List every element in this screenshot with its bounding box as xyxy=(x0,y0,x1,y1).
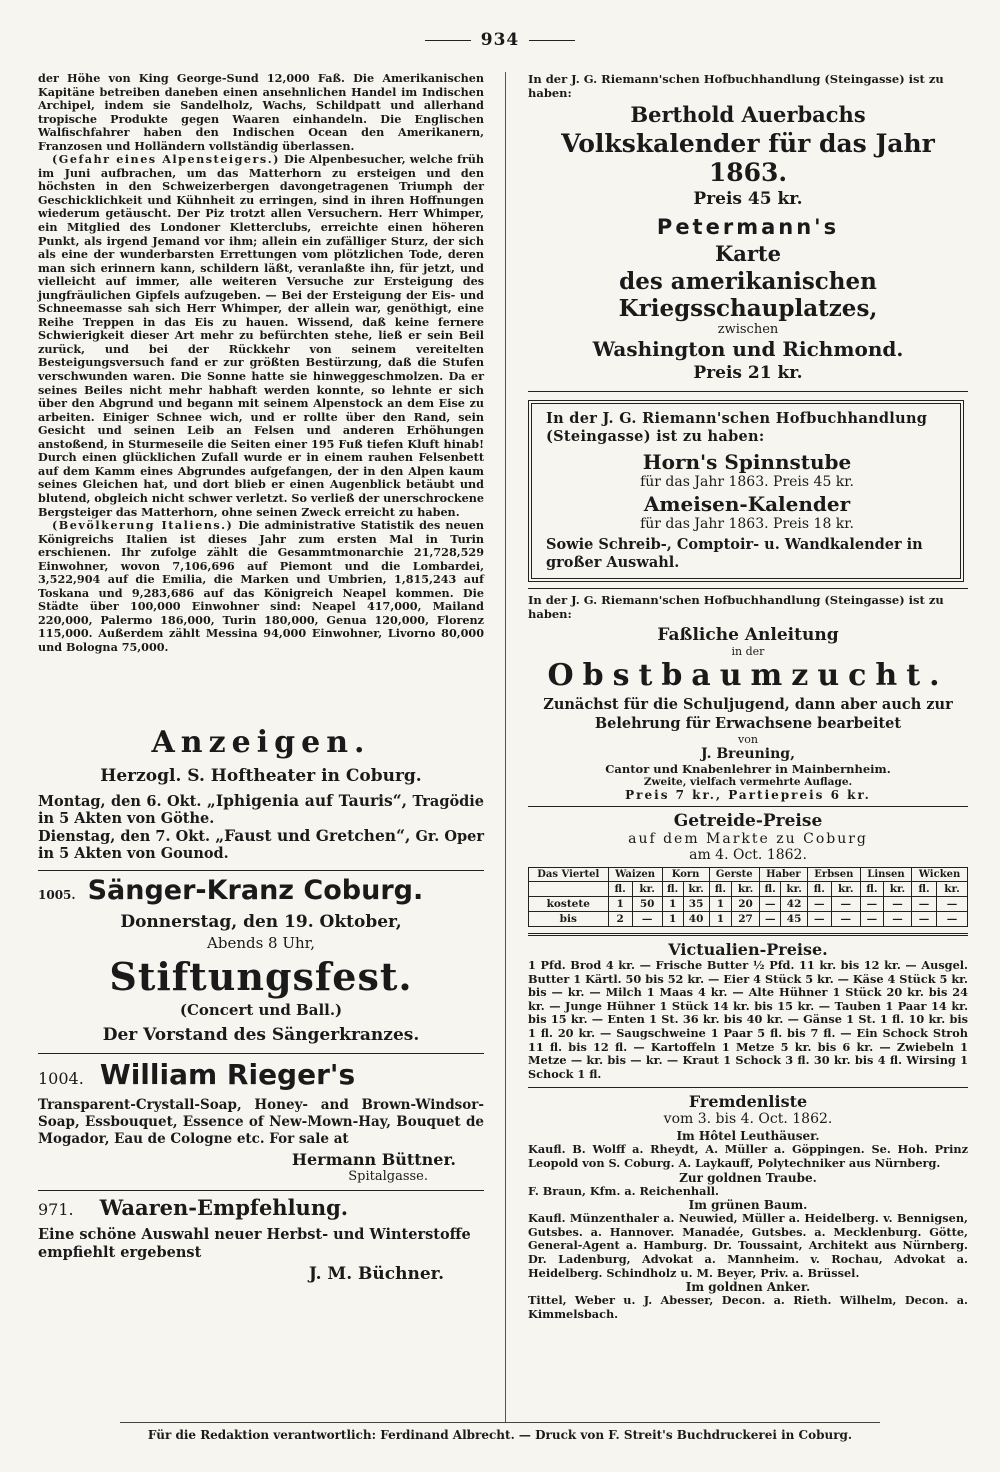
ad-title: Horn's Spinnstube xyxy=(642,450,852,474)
left-column xyxy=(38,72,484,1284)
table-unit: kr. xyxy=(781,882,807,897)
section-title: Getreide-Preise xyxy=(673,811,823,831)
victual-text: 1 Pfd. Brod 4 kr. — Frische Butter ½ Pfd. 11 kr. bis 12 kr. — Ausgel. Butter 1 Kärtl. 50 bis 52 kr. — Eier 4 Stück 5 kr. — Käse 4 Stück 5 kr. bis — kr. — Milch 1 Maas 4 kr. — Alte Hühner 1 Stück 20 kr. bis 24 kr. — Junge Hühner 1 Stück 14 kr. bis 15 kr. — Tauben 1 Paar 14 kr. bis 15 kr. — Enten 1 St. 36 kr. bis 40 kr. — Gänse 1 St. 1 fl. 10 kr. bis 1 fl. 20 kr. — Saugschweine 1 Paar 5 fl. bis 7 fl. — Ein Schock Stroh 11 fl. bis 12 fl. — Kartoffeln 1 Metze 5 kr. bis 6 kr. — Zwiebeln 1 Metze — kr. bis — kr. — Kraut 1 Schock 3 fl. 30 kr. bis 4 fl. Wirsing 1 Schock 1 fl. xyxy=(528,958,968,1081)
table-cell: kostete xyxy=(529,897,609,912)
table-cell: 1 xyxy=(709,897,732,912)
article-paragraph: der Höhe von King George-Sund 12,000 Faß. Die Amerikanischen Kapitäne betreiben daneben einen ansehnlichen Handel im Indischen Archipel, indem sie Sandelholz, Wachs, Schildpatt und allerhand tropische Produkte gegen Waaren einhandeln. Die Englischen Walfischfahrer haben den Indischen Ocean den Amerikanern, Franzosen und Holländern vollständig überlassen. xyxy=(38,71,484,153)
table-cell: 2 xyxy=(608,912,632,927)
table-cell: 27 xyxy=(732,912,760,927)
ad-intro: In der J. G. Riemann'schen Hofbuchhandlung (Steingasse) ist zu haben: xyxy=(528,72,944,100)
table-unit: fl. xyxy=(662,882,683,897)
section-subtitle: auf dem Markte zu Coburg xyxy=(628,831,868,847)
table-cell: 50 xyxy=(632,897,662,912)
grain-table xyxy=(528,867,968,927)
ad-title: Waaren-Empfehlung. xyxy=(99,1194,349,1220)
ad-number: 1004. xyxy=(38,1068,84,1088)
table-cell: — xyxy=(860,897,883,912)
table-unit: fl. xyxy=(807,882,831,897)
article-heading: (Gefahr eines Alpensteigers.) xyxy=(52,152,280,167)
hotel-name: Im goldnen Anker. xyxy=(685,1280,811,1295)
table-header: Waizen xyxy=(608,868,662,882)
victual-prices xyxy=(528,940,968,1081)
table-unit: kr. xyxy=(883,882,911,897)
ad-address: Spitalgasse. xyxy=(348,1168,428,1184)
ad-intro: In der J. G. Riemann'schen Hofbuchhandlung (Steingasse) ist zu haben: xyxy=(528,593,944,621)
news-articles xyxy=(38,72,484,655)
ad-title: Ameisen-Kalender xyxy=(643,492,851,516)
page-number: 934 xyxy=(0,30,1000,50)
ad-signature: J. M. Büchner. xyxy=(308,1263,444,1284)
ad-number: 1005. xyxy=(38,887,76,902)
section-date: vom 3. bis 4. Oct. 1862. xyxy=(663,1111,833,1128)
table-header: Erbsen xyxy=(807,868,860,882)
theater-title: Herzogl. S. Hoftheater in Coburg. xyxy=(100,765,422,786)
table-cell: 1 xyxy=(608,897,632,912)
ad-date: Donnerstag, den 19. Oktober, xyxy=(120,911,402,932)
table-header: Wicken xyxy=(912,868,968,882)
table-cell: — xyxy=(831,912,860,927)
hotel-guests: Tittel, Weber u. J. Abesser, Decon. a. Rieth. Wilhelm, Decon. a. Kimmelsbach. xyxy=(528,1293,968,1321)
ad-event: Stiftungsfest. xyxy=(109,953,413,999)
ad-petermann xyxy=(528,215,968,383)
table-header: Das Viertel xyxy=(529,868,609,882)
table-unit: fl. xyxy=(860,882,883,897)
table-cell: — xyxy=(937,912,968,927)
table-cell: 1 xyxy=(662,897,683,912)
ad-title: des amerikanischen Kriegsschauplatzes, xyxy=(618,268,878,322)
ad-info: für das Jahr 1863. Preis 18 kr. xyxy=(640,516,854,532)
ad-time: Abends 8 Uhr, xyxy=(207,933,315,952)
hotel-guests: Kaufl. Münzenthaler a. Neuwied, Müller a. Heidelberg. v. Bennigsen, Gutsbes. a. Hannover. Manadée, Gutsbes. a. Mecklenburg. Götte, General-Agent a. Hamburg. Dr. Toussaint, Architekt aus Nürnberg. Dr. Ladenburg, Advokat a. Mannheim. v. Rochau, Advokat a. Heidelberg. Schindholz u. M. Beyer, Priv. a. Brüssel. xyxy=(528,1211,968,1280)
table-unit: kr. xyxy=(683,882,709,897)
guest-list xyxy=(528,1092,968,1321)
column-divider xyxy=(505,72,506,1422)
hotel-guests: Kaufl. B. Wolff a. Rheydt, A. Müller a. Göppingen. Se. Hoh. Prinz Leopold von S. Coburg. A. Laykauff, Polytechniker aus Nürnberg. xyxy=(528,1142,968,1170)
ad-title: Sänger-Kranz Coburg. xyxy=(87,874,424,906)
table-cell: — xyxy=(883,897,911,912)
ad-signature: Hermann Büttner. xyxy=(291,1149,456,1169)
table-cell: — xyxy=(883,912,911,927)
table-unit: kr. xyxy=(632,882,662,897)
footer-rule xyxy=(120,1422,880,1423)
hotel-name: Im Hôtel Leuthäuser. xyxy=(676,1129,820,1144)
ad-line: in der xyxy=(731,645,765,658)
ad-number: 971. xyxy=(38,1199,74,1219)
hotel-guests: F. Braun, Kfm. a. Reichenhall. xyxy=(528,1183,719,1198)
ad-title: Obstbaumzucht. xyxy=(547,658,949,693)
table-cell: — xyxy=(759,897,780,912)
ad-box-kalender xyxy=(528,400,964,582)
table-unit: fl. xyxy=(912,882,937,897)
table-cell: — xyxy=(807,912,831,927)
table-cell: — xyxy=(912,897,937,912)
section-title: Fremdenliste xyxy=(688,1092,808,1112)
ad-line: Faßliche Anleitung xyxy=(657,625,839,645)
table-cell: — xyxy=(937,897,968,912)
ad-waaren xyxy=(38,1195,484,1284)
table-unit: fl. xyxy=(709,882,732,897)
ad-text: Eine schöne Auswahl neuer Herbst- und Winterstoffe empfiehlt ergebenst xyxy=(38,1225,471,1261)
table-cell: — xyxy=(632,912,662,927)
table-header: Linsen xyxy=(860,868,911,882)
ad-author: Petermann's xyxy=(656,215,840,239)
article-heading: (Bevölkerung Italiens.) xyxy=(52,518,234,533)
ad-role: Cantor und Knabenlehrer in Mainbernheim. xyxy=(605,762,891,776)
table-cell: — xyxy=(860,912,883,927)
ad-intro: In der J. G. Riemann'schen Hofbuchhandlung (Steingasse) ist zu haben: xyxy=(546,410,928,445)
table-header: Korn xyxy=(662,868,709,882)
ad-subtitle: Zunächst für die Schuljugend, dann aber auch zur Belehrung für Erwachsene bearbeitet xyxy=(543,696,953,732)
ad-price: Preis 7 kr., Partiepreis 6 kr. xyxy=(625,788,871,802)
table-unit: fl. xyxy=(759,882,780,897)
theater-entry: Montag, den 6. Okt. „Iphigenia auf Tauris“, Tragödie in 5 Akten von Göthe. xyxy=(38,790,484,827)
table-cell: bis xyxy=(529,912,609,927)
table-unit: kr. xyxy=(937,882,968,897)
section-date: am 4. Oct. 1862. xyxy=(689,847,807,863)
table-header: Gerste xyxy=(709,868,759,882)
table-cell: — xyxy=(912,912,937,927)
table-cell: — xyxy=(831,897,860,912)
table-cell: 42 xyxy=(781,897,807,912)
ad-auerbach xyxy=(528,72,968,209)
ad-places: Washington und Richmond. xyxy=(592,337,904,361)
ad-price: Preis 21 kr. xyxy=(693,363,803,383)
table-row xyxy=(529,897,968,912)
right-column xyxy=(528,72,968,1321)
table-cell: — xyxy=(807,897,831,912)
hotel-name: Zur goldnen Traube. xyxy=(679,1170,817,1185)
ad-obstbaum xyxy=(528,593,968,802)
ad-author: J. Breuning, xyxy=(701,746,795,762)
article-paragraph: (Gefahr eines Alpensteigers.) Die Alpenbesucher, welche früh im Juni aufbrachen, um das Matterhorn zu ersteigen und den höchsten in den Schweizerbergen davongetragenen Triumph der Geschicklichkeit und Kühnheit zu erringen, sind in ihren Hoffnungen wiederum getäuscht. Der Piz trotzt allen Versuchern. Herr Whimper, ein Mitglied des Londoner Kletterclubs, erreichte einen höheren Punkt, als irgend Jemand vor ihm; allein ein zufälliger Sturz, der sich als eine der wunderbarsten Errettungen vom plötzlichen Tode, deren man sich erinnern kann, schildern läßt, veranlaßte ihn, für jetzt, und vielleicht auf immer, alle weiteren Versuche zur Ersteigung des jungfräulichen Gipfels aufzugeben. — Bei der Ersteigung der Eis- und Schneemasse sah sich Herr Whimper, der allein war, genöthigt, eine Reihe Treppen in das Eis zu hauen. Wissend, daß keine fernere Schwierigkeit dieser Art mehr zu befürchten stehe, ließ er sein Beil zurück, und bei der Rückkehr von seinem vereitelten Besteigungsversuch fand er zur größten Bestürzung, daß die Stufen verschwunden waren. Die Sonne hatte sie hinweggeschmolzen. Da er seines Beiles nicht mehr habhaft werden konnte, so lehnte er sich über den Abgrund und begann mit seinem Alpenstock an dem Eise zu arbeiten. Einiger Schnee wich, und er rollte über den Rand, sein Gesicht und seinen Leib an Felsen und anderen Erhöhungen anstoßend, in Sturmeseile die Seiten einer 195 Fuß tiefen Kluft hinab! Durch einen glücklichen Zufall wurde er in einem rauhen Felsenbett auf dem Kamm eines Abgrundes aufgefangen, der in den Alpen kaum seines Gleichen hat, und dort blieb er einen Augenblick betäubt und blutend, obgleich nicht schwer verletzt. So verließ der unerschrockene Bergsteiger das Matterhorn, ohne seinen Zweck erreicht zu haben. xyxy=(38,152,484,519)
table-cell: 40 xyxy=(683,912,709,927)
article-paragraph: (Bevölkerung Italiens.) Die administrative Statistik des neuen Königreichs Italien ist dieses Jahr zum ersten Mal in Turin erschienen. Ihr zufolge zählt die Gesammtmonarchie 21,728,529 Einwohner, wovon 7,106,696 auf Piemont und die Lombardei, 3,522,904 auf die Emilia, die Marken und Umbrien, 1,815,243 auf Toskana und 9,283,686 auf das Königreich Neapel kommen. Die Städte über 100,000 Einwohner sind: Neapel 417,000, Mailand 220,000, Palermo 186,000, Turin 180,000, Genua 120,000, Florenz 115,000. Außerdem zählt Messina 94,000 Einwohner, Livorno 80,000 und Bologna 75,000. xyxy=(38,518,484,654)
ad-price: Preis 45 kr. xyxy=(693,189,803,209)
ad-karte: Karte xyxy=(715,241,781,266)
table-unit: fl. xyxy=(608,882,632,897)
ad-info: für das Jahr 1863. Preis 45 kr. xyxy=(640,474,854,490)
table-unit: kr. xyxy=(732,882,760,897)
imprint-footer: Für die Redaktion verantwortlich: Ferdinand Albrecht. — Druck von F. Streit's Buchdruckerei in Coburg. xyxy=(147,1428,853,1442)
ad-title: Volkskalender für das Jahr 1863. xyxy=(561,129,935,187)
theater-entry: Dienstag, den 7. Okt. „Faust und Gretchen“, Gr. Oper in 5 Akten von Gounod. xyxy=(38,825,485,862)
table-cell: 20 xyxy=(732,897,760,912)
ad-rieger xyxy=(38,1058,484,1184)
ad-von: von xyxy=(738,733,758,746)
hotel-name: Im grünen Baum. xyxy=(688,1198,808,1213)
theater-program xyxy=(38,792,484,862)
ad-title: William Rieger's xyxy=(99,1057,356,1091)
ad-zwischen: zwischen xyxy=(717,322,779,337)
ad-edition: Zweite, vielfach vermehrte Auflage. xyxy=(643,776,853,788)
table-row xyxy=(529,912,968,927)
table-cell: 45 xyxy=(781,912,807,927)
table-unit xyxy=(529,882,609,897)
ad-subtitle: (Concert und Ball.) xyxy=(179,1000,343,1019)
grain-prices xyxy=(528,811,968,927)
table-cell: 35 xyxy=(683,897,709,912)
anzeigen-heading: Anzeigen. xyxy=(151,724,371,760)
table-unit: kr. xyxy=(831,882,860,897)
section-title: Victualien-Preise. xyxy=(668,940,828,959)
ad-tail: Sowie Schreib-, Comptoir- u. Wandkalender in großer Auswahl. xyxy=(546,536,923,571)
table-cell: — xyxy=(759,912,780,927)
table-header: Haber xyxy=(759,868,807,882)
table-cell: 1 xyxy=(662,912,683,927)
ad-saengerkranz xyxy=(38,875,484,1045)
ad-signature: Der Vorstand des Sängerkranzes. xyxy=(102,1024,420,1045)
table-cell: 1 xyxy=(709,912,732,927)
ad-author: Berthold Auerbachs xyxy=(630,102,866,127)
ad-text: Transparent-Crystall-Soap, Honey- and Brown-Windsor-Soap, Essbouquet, Essence of New-Mown-Hay, Bouquet de Mogador, Eau de Cologne etc. For sale at xyxy=(38,1096,484,1147)
